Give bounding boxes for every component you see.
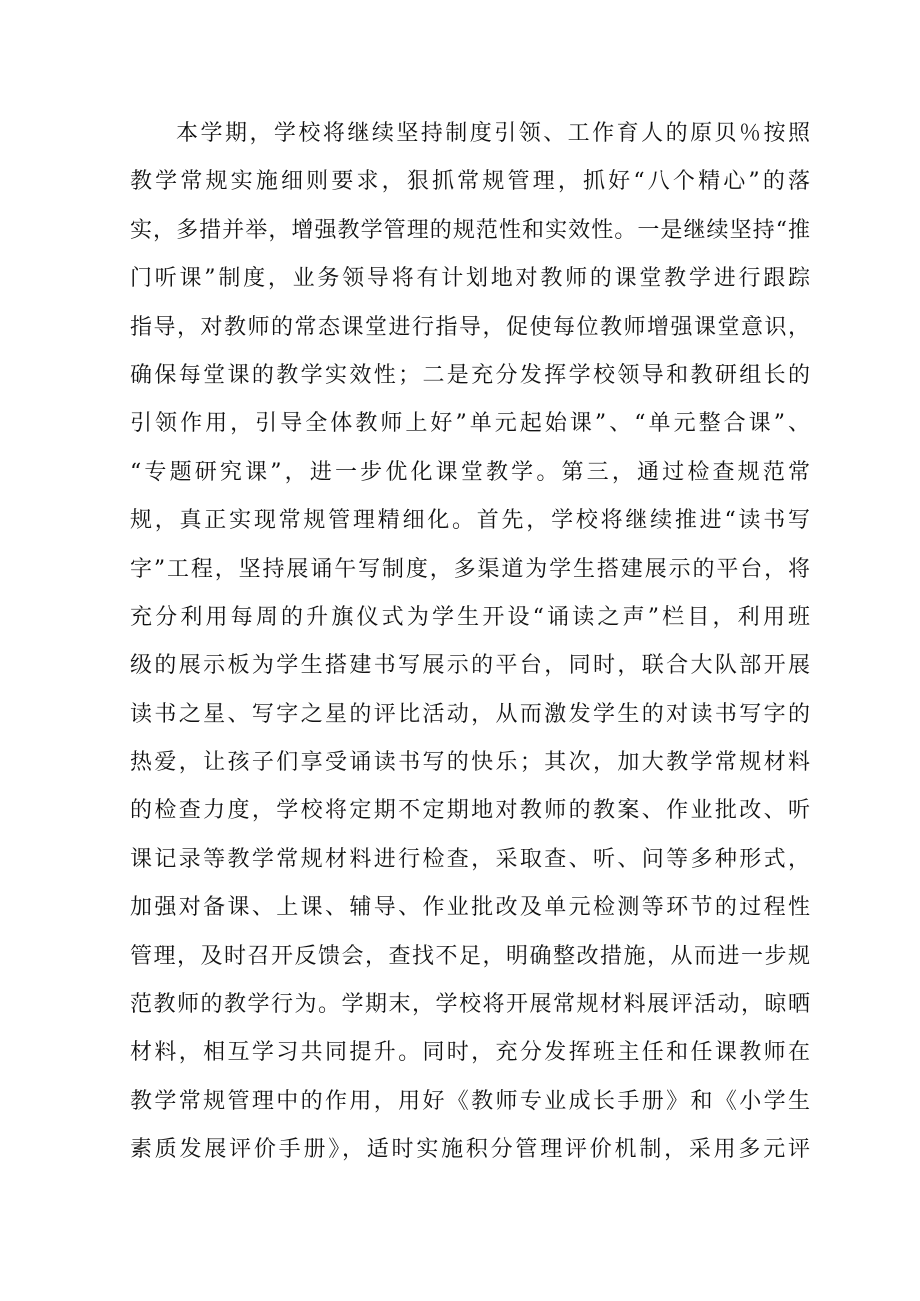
paragraph-line: 教学常规实施细则要求，狠抓常规管理，抓好“八个精心”的落: [130, 169, 810, 195]
paragraph-line: 门听课”制度，业务领导将有计划地对教师的课堂教学进行跟踪: [130, 266, 810, 292]
paragraph-line: 本学期，学校将继续坚持制度引领、工作育人的原贝％按照: [176, 121, 810, 146]
paragraph-line: 素质发展评价手册》，适时实施积分管理评价机制，采用多元评: [130, 1137, 810, 1163]
paragraph-line: 管理，及时召开反馈会，查找不足，明确整改措施，从而进一步规: [130, 943, 810, 969]
paragraph-line: 规，真正实现常规管理精细化。首先，学校将继续推进“读书写: [130, 508, 810, 534]
paragraph-line: “专题研究课”，进一步优化课堂教学。第三，通过检查规范常: [130, 459, 810, 485]
paragraph-line: 指导，对教师的常态课堂进行指导，促使每位教师增强课堂意识，: [130, 314, 810, 340]
paragraph-line: 教学常规管理中的作用，用好《教师专业成长手册》和《小学生: [130, 1088, 810, 1114]
paragraph-line: 确保每堂课的教学实效性；二是充分发挥学校领导和教研组长的: [130, 362, 810, 388]
paragraph-line: 引领作用，引导全体教师上好”单元起始课”、“单元整合课”、: [130, 411, 810, 437]
paragraph-line: 字”工程，坚持展诵午写制度，多渠道为学生搭建展示的平台，将: [130, 556, 810, 582]
paragraph-line: 读书之星、写字之星的评比活动，从而激发学生的对读书写字的: [130, 701, 810, 727]
paragraph-line: 范教师的教学行为。学期末，学校将开展常规材料展评活动，晾晒: [130, 992, 810, 1018]
paragraph-line: 级的展示板为学生搭建书写展示的平台，同时，联合大队部开展: [130, 653, 810, 679]
paragraph-line: 的检查力度，学校将定期不定期地对教师的教案、作业批改、听: [130, 798, 810, 824]
document-paragraph: [130, 110, 810, 1175]
paragraph-line: 热爱，让孩子们享受诵读书写的快乐；其次，加大教学常规材料: [130, 750, 810, 776]
paragraph-line: 加强对备课、上课、辅导、作业批改及单元检测等环节的过程性: [130, 895, 810, 921]
paragraph-line: 课记录等教学常规材料进行检查，采取查、听、问等多种形式，: [130, 846, 810, 872]
paragraph-line: 实，多措并举，增强教学管理的规范性和实效性。一是继续坚持“推: [130, 217, 810, 243]
paragraph-line: 充分利用每周的升旗仪式为学生开设“诵读之声”栏目，利用班: [130, 604, 810, 630]
paragraph-line: 材料，相互学习共同提升。同时，充分发挥班主任和任课教师在: [130, 1040, 810, 1066]
